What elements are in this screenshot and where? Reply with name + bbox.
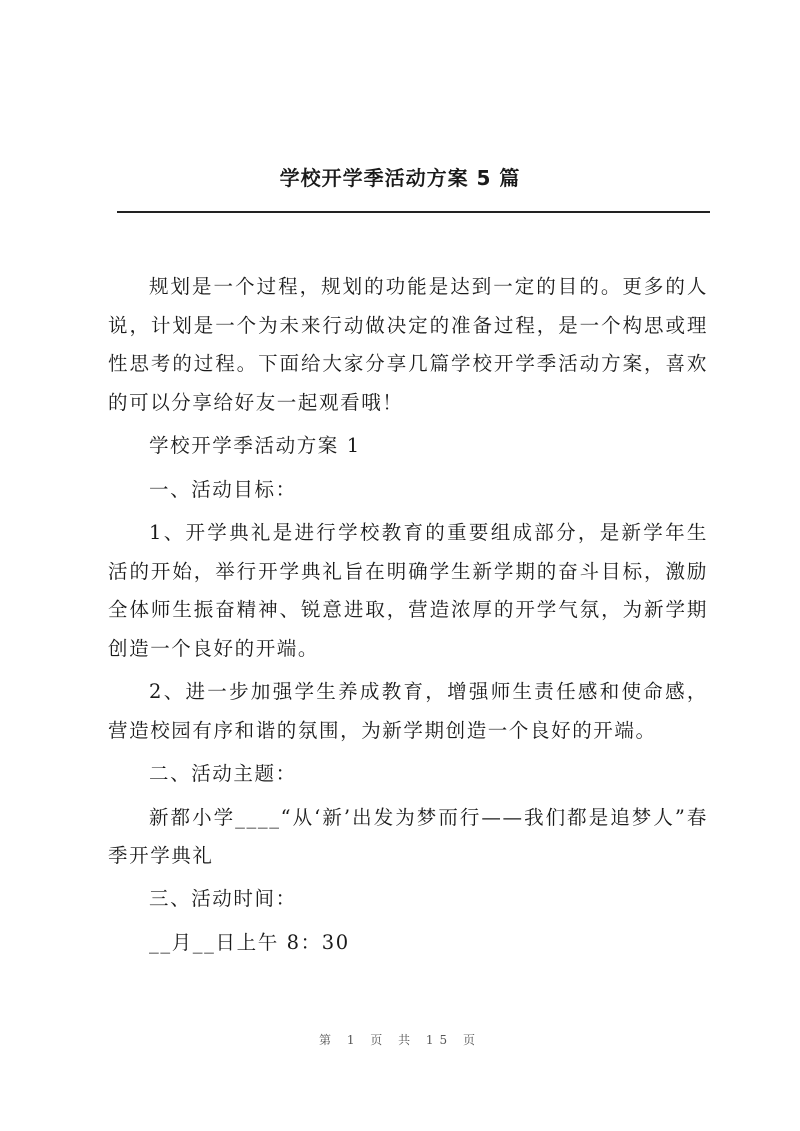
goal-item-1: 1、开学典礼是进行学校教育的重要组成部分，是新学年生活的开始，举行开学典礼旨在明确学生新学期的奋斗目标，激励全体师生振奋精神、锐意进取，营造浓厚的开学气氛，为新学期创造一个良好的开端。 — [108, 520, 708, 660]
goal-item-2: 2、进一步加强学生养成教育，增强师生责任感和使命感，营造校园有序和谐的氛围，为新学期创造一个良好的开端。 — [108, 680, 708, 742]
document-body — [108, 268, 708, 967]
subheading-theme: 二、活动主题： — [149, 762, 297, 786]
subheading-goals: 一、活动目标： — [149, 477, 297, 501]
theme-text: 新都小学____“从‘新’出发为梦而行——我们都是追梦人”春季开学典礼 — [108, 805, 708, 868]
page-number: 第 1 页 共 15 页 — [319, 1033, 481, 1047]
document-title: 学校开学季活动方案 5 篇 — [279, 166, 521, 190]
title-divider — [117, 211, 710, 213]
time-text: __月__日上午 8：30 — [149, 930, 350, 954]
section-heading: 学校开学季活动方案 1 — [149, 434, 361, 458]
intro-paragraph: 规划是一个过程，规划的功能是达到一定的目的。更多的人说，计划是一个为未来行动做决定的准备过程，是一个构思或理性思考的过程。下面给大家分享几篇学校开学季活动方案，喜欢的可以分享给好友一起观看哦！ — [108, 275, 708, 414]
subheading-time: 三、活动时间： — [149, 887, 297, 911]
